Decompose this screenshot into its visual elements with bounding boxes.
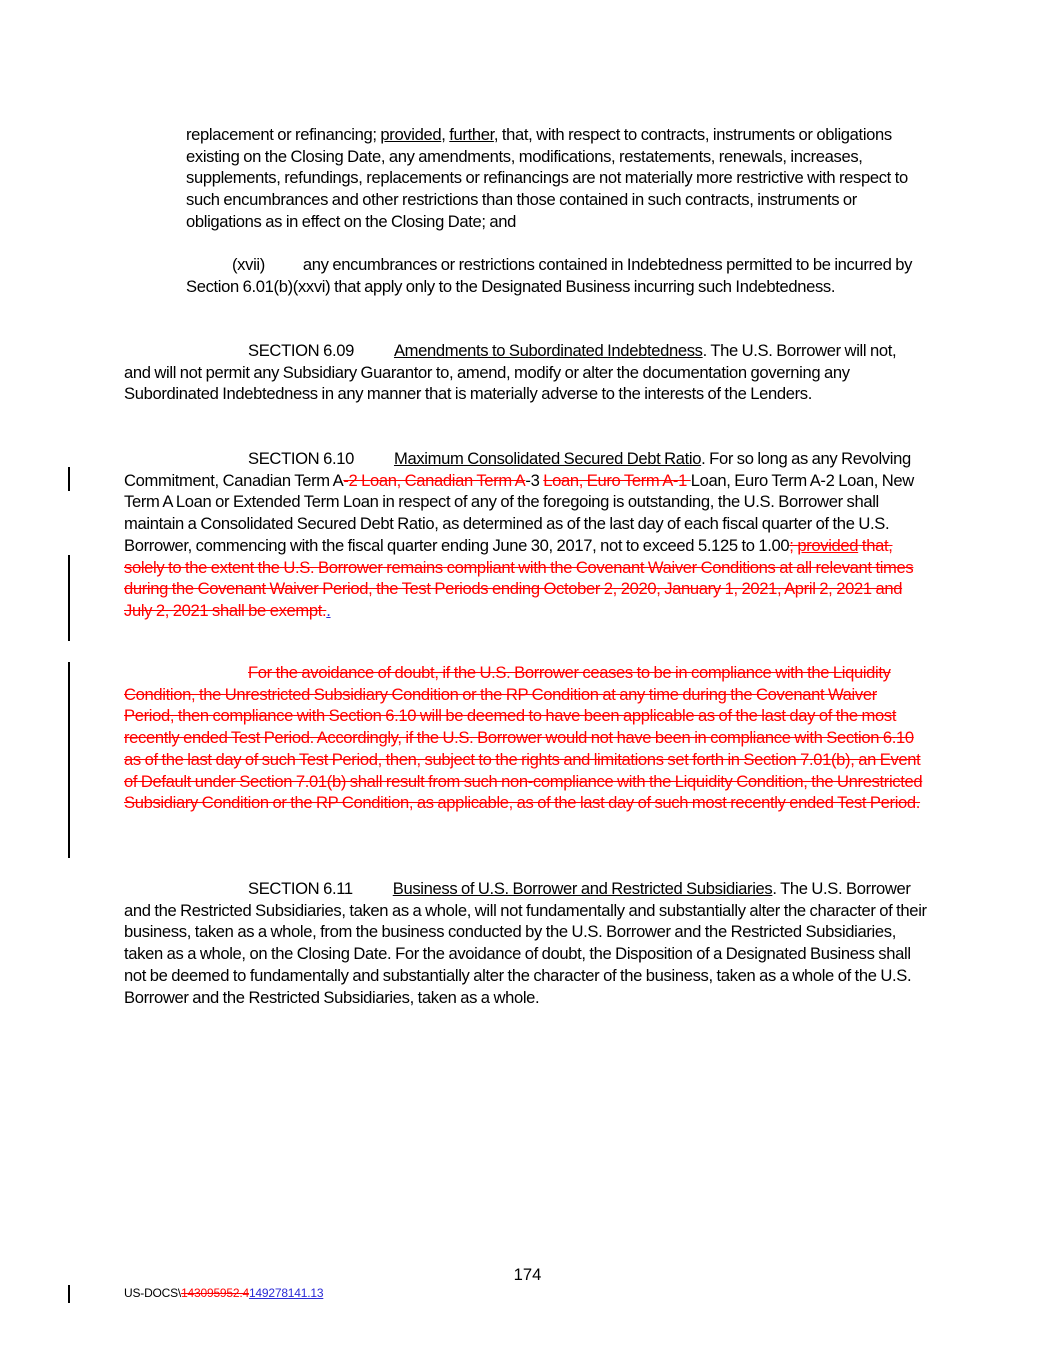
clause-number: (xvii) [232, 255, 265, 274]
inserted-text: . [326, 600, 331, 620]
change-bar [68, 467, 70, 491]
paragraph-text: , that, with respect to contracts, instruments or obligations existing on the Closing Date, any amendments, modifications, restatements, renewals, increases, supplements, refundings, replacements or refinancings are not materially more restrictive with respect to such encumbrances and other restrictions than those contained in such contracts, instruments or obligations as in effect on the Closing Date; and [186, 125, 908, 231]
section-6-10: SECTION 6.10 Maximum Consolidated Secured Debt Ratio. For so long as any Revolving Commitment, Canadian Term A-2 Loan, Canadian Term A-3 Loan, Euro Term A-1 Loan, Euro Term A-2 Loan, New Term A Loan or Extended Term Loan in respect of any of the foregoing is outstanding, the U.S. Borrower shall maintain a Consolidated Secured Debt Ratio, as determined as of the last day of each fiscal quarter of the U.S. Borrower, commencing with the fiscal quarter ending June 30, 2017, not to exceed 5.125 to 1.00; provided that, solely to the extent the U.S. Borrower remains compliant with the Covenant Waiver Conditions at all relevant times during the Covenant Waiver Period, the Test Periods ending October 2, 2020, January 1, 2021, April 2, 2021 and July 2, 2021 shall be exempt.. [124, 449, 914, 620]
deleted-docid: 143095952.4 [181, 1286, 249, 1300]
document-id: US-DOCS\143095952.4149278141.13 [124, 1286, 324, 1300]
section-text: . The U.S. Borrower and the Restricted Subsidiaries, taken as a whole, will not fundamentally and substantially alter the character of their business, taken as a whole, from the business conducted by the U.S. Borrower and the Restricted Subsidiaries, taken as a whole, on the Closing Date. For the avoidance of doubt, the Disposition of a Designated Business shall not be deemed to fundamentally and substantially alter the character of the business, taken as a whole of the U.S. Borrower and the Restricted Subsidiaries, taken as a whole. [124, 879, 927, 1007]
section-text: . The U.S. Borrower will not, and will not permit any Subsidiary Guarantor to, amend, modify or alter the documentation governing any Subordinated Indebtedness in any manner that is materially adverse to the interests of the Lenders. [124, 341, 897, 404]
provided-term: provided [380, 125, 442, 144]
change-bar [68, 555, 70, 641]
inserted-docid: 149278141.13 [248, 1286, 324, 1300]
further-term: further [449, 125, 494, 144]
change-bar [68, 1285, 70, 1303]
section-6-11 [124, 878, 929, 1008]
section-label: SECTION 6.10 [248, 449, 354, 468]
section-heading: Maximum Consolidated Secured Debt Ratio [393, 449, 702, 468]
section-6-09 [124, 340, 924, 405]
section-label: SECTION 6.09 [248, 341, 354, 360]
clause-text: any encumbrances or restrictions contained in Indebtedness permitted to be incurred by Section 6.01(b)(xxvi) that apply only to the Designated Business incurring such Indebtedness. [186, 255, 913, 296]
clause-xvii [186, 254, 926, 297]
page-number: 174 [513, 1265, 542, 1284]
section-heading: Business of U.S. Borrower and Restricted Subsidiaries [392, 879, 773, 898]
deleted-text: that, solely to the extent the U.S. Borrower remains compliant with the Covenant Waiver Conditions at all relevant times during the Covenant Waiver Period, the Test Periods ending October 2, 2020, January 1, 2021, April 2, 2021 and July 2, 2021 shall be exempt. [124, 535, 914, 620]
deleted-text: -2 Loan, Canadian Term A [343, 470, 526, 490]
paragraph-continuation: replacement or refinancing; provided, further, that, with respect to contracts, instruments or obligations existing on the Closing Date, any amendments, modifications, restatements, renewals, increases, supplements, refundings, replacements or refinancings are not materially more restrictive with respect to such encumbrances and other restrictions than those contained in such contracts, instruments or obligations as in effect on the Closing Date; and [186, 125, 908, 231]
deleted-text: ; [789, 535, 798, 555]
deleted-paragraph: For the avoidance of doubt, if the U.S. Borrower ceases to be in compliance with the Liquidity Condition, the Unrestricted Subsidiary Condition or the RP Condition at any time during the Covenant Waiver Period, then compliance with Section 6.10 will be deemed to have been applicable as of the last day of the most recently ended Test Period. Accordingly, if the U.S. Borrower would not have been in compliance with Section 6.10 as of the last day of such Test Period, then, subject to the rights and limitations set forth in Section 7.01(b), an Event of Default under Section 7.01(b) shall result from such non-compliance with the Liquidity Condition, the Unrestricted Subsidiary Condition or the RP Condition, as applicable, as of the last day of such most recently ended Test Period. [124, 663, 923, 813]
section-heading: Amendments to Subordinated Indebtedness [393, 341, 703, 360]
change-bar [68, 662, 70, 858]
deleted-provided-term: provided [797, 535, 859, 555]
section-label: SECTION 6.11 [248, 879, 353, 898]
deleted-text: Loan, Euro Term A-1 [543, 470, 691, 490]
